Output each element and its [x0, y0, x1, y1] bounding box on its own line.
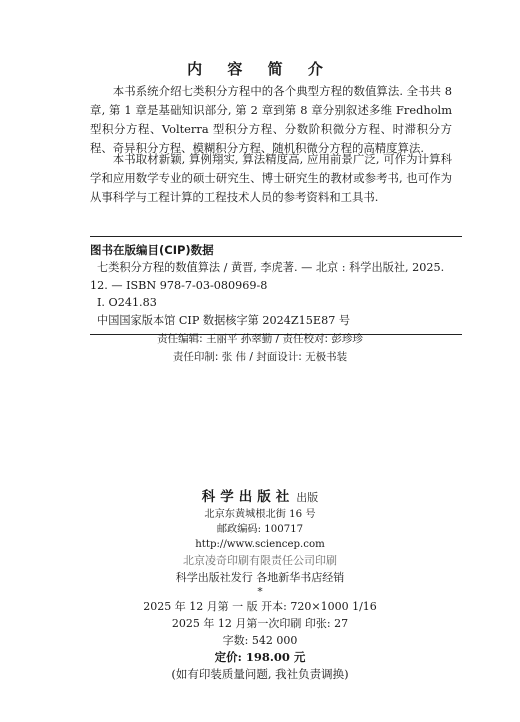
distribution-line: 科学出版社发行 各地新华书店经销: [175, 571, 345, 584]
printing-line: 2025 年 12 月第一次印刷 印张: 27: [171, 617, 349, 630]
cip-classification-line: Ⅰ. O241.83: [97, 296, 157, 309]
quality-notice: (如有印装质量问题, 我社负责调换): [171, 667, 349, 681]
production-credits: 责任印制: 张 伟 / 封面设计: 无极书装: [172, 351, 348, 363]
cip-block: [90, 236, 462, 335]
publication-info: [0, 488, 520, 683]
summary-paragraph-2: 本书取材新颖, 算例翔实, 算法精度高, 应用前景广泛, 可作为计算科学和应用数学专业的硕士研究生、博士研究生的教材或参考书, 也可作为从事科学与工程计算的工程技术人员的参考资料和工具书.: [90, 152, 452, 204]
price-line: 定价: 198.00 元: [214, 650, 306, 664]
publisher-address: 北京东黄城根北街 16 号: [204, 509, 316, 520]
cip-record-line: 中国国家版本馆 CIP 数据核字第 2024Z15E87 号: [97, 313, 351, 327]
publisher-postcode: 邮政编码: 100717: [216, 524, 304, 535]
publisher-suffix: 出版: [296, 491, 319, 504]
separator-star: *: [257, 585, 263, 598]
publisher-logo: 科学出版社: [201, 489, 295, 505]
summary-paragraph-1: 本书系统介绍七类积分方程中的各个典型方程的数值算法. 全书共 8 章, 第 1 章是基础知识部分, 第 2 章到第 8 章分别叙述多维 Fredholm 型积分方程、Volterra 型积分方程、分数阶积微分方程、时滞积分方程、奇异积分方程、模糊积分方程、随机积微分方程的高精度算法.: [90, 84, 452, 155]
cip-heading: 图书在版编目(CIP)数据: [90, 243, 214, 257]
publisher-website: http://www.sciencep.com: [195, 539, 325, 550]
wordcount-line: 字数: 542 000: [222, 634, 298, 647]
summary-title: 内 容 简 介: [187, 60, 333, 78]
cip-top-rule: [90, 236, 462, 237]
edition-line: 2025 年 12 月第 一 版 开本: 720×1000 1/16: [143, 600, 377, 613]
cip-isbn-line: 12. — ISBN 978-7-03-080969-8: [90, 278, 268, 292]
printer-name: 北京凌奇印刷有限责任公司印刷: [183, 554, 337, 567]
publisher-line: [0, 488, 520, 507]
cip-title-line: 七类积分方程的数值算法 / 黄晋, 李虎著. — 北京 : 科学出版社, 2025.: [97, 261, 445, 274]
editor-credits: 责任编辑: 王丽平 孙翠勤 / 责任校对: 彭珍珍: [157, 333, 363, 345]
